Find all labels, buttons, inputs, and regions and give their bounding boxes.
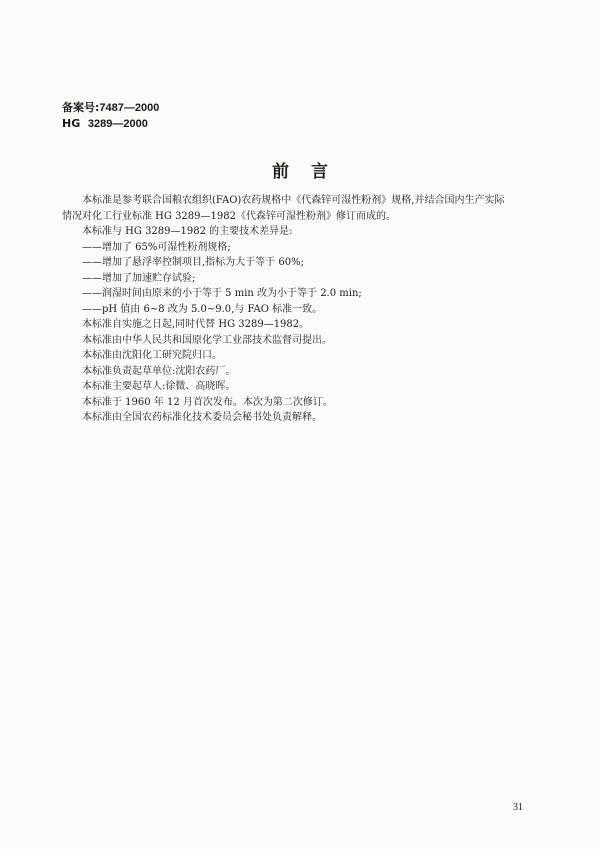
paragraph: 本标准是参考联合国粮农组织(FAO)农药规格中《代森锌可湿性粉剂》规格,并结合国内生产实际 [82,195,505,206]
paragraph: 本标准由全国农药标准化技术委员会秘书处负责解释。 [82,412,322,423]
record-number: 7487—2000 [99,102,160,114]
record-number-line [62,100,159,116]
standard-code: HG [62,117,81,130]
paragraph: 本标准负责起草单位:沈阳农药厂。 [82,365,236,377]
page-title: 前言 [272,162,350,182]
list-item: ——pH 值由 6~8 改为 5.0~9.0,与 FAO 标准一致。 [82,303,323,315]
list-item: ——增加了加速贮存试验; [82,272,196,284]
paragraph: 本标准与 HG 3289—1982 的主要技术差异是: [82,226,293,237]
paragraph: 本标准自实施之日起,同时代替 HG 3289—1982。 [82,319,310,330]
paragraph: 本标准主要起草人:徐微、高晓晖。 [82,381,236,392]
paragraph: 本标准于 1960 年 12 月首次发布。本次为第二次修订。 [82,396,333,408]
foreword-body [62,193,542,426]
list-item: ——润湿时间由原来的小于等于 5 min 改为小于等于 2.0 min; [82,288,362,299]
list-item: ——增加了悬浮率控制项目,指标为大于等于 60%; [82,257,304,268]
paragraph: 本标准由中华人民共和国原化学工业部技术监督司提出。 [82,334,332,346]
document-header [62,100,159,132]
page-number: 31 [513,802,523,813]
record-label: 备案号: [62,101,100,114]
list-item: ——增加了 65%可湿性粉剂规格; [82,241,231,253]
standard-number: 3289—2000 [87,118,148,130]
paragraph: 本标准由沈阳化工研究院归口。 [82,350,222,361]
standard-code-line [62,116,159,132]
paragraph: 情况对化工行业标准 HG 3289—1982《代森锌可湿性粉剂》修订而成的。 [62,210,396,222]
